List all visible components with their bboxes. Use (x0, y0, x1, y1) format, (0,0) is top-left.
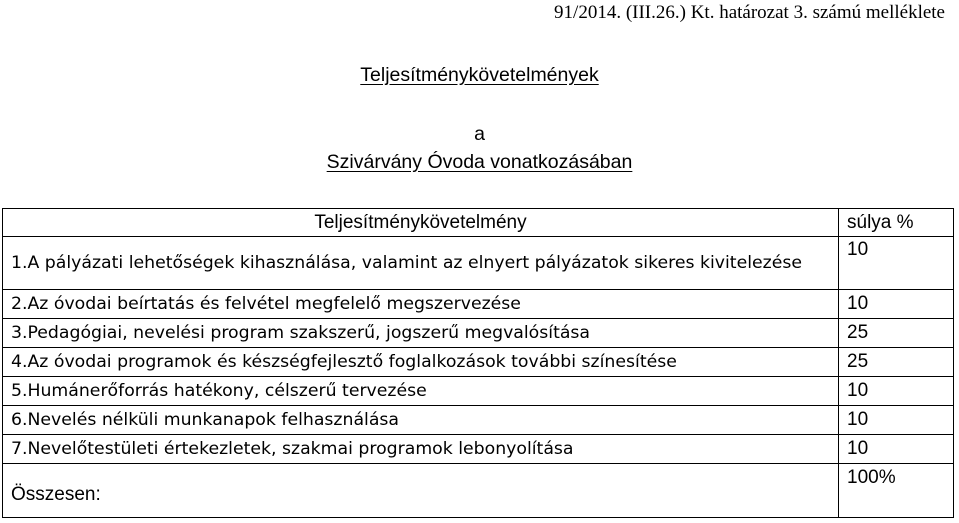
column-header-weight: súlya % (839, 209, 954, 237)
title-connector: a (474, 123, 485, 145)
requirement-weight: 10 (839, 377, 954, 406)
table-row (3, 290, 954, 319)
requirement-weight: 25 (839, 319, 954, 348)
document-title (0, 64, 959, 87)
requirement-text: 2.Az óvodai beírtatás és felvétel megfelelő megszervezése (3, 290, 839, 319)
document-reference: 91/2014. (III.26.) Kt. határozat 3. számú melléklete (554, 2, 945, 23)
table-row (3, 406, 954, 435)
requirement-text: 7.Nevelőtestületi értekezletek, szakmai programok lebonyolítása (3, 435, 839, 464)
requirement-weight: 25 (839, 348, 954, 377)
total-label: Összesen: (3, 464, 839, 518)
requirement-text: 1.A pályázati lehetőségek kihasználása, valamint az elnyert pályázatok sikeres kivitelezése (3, 237, 839, 290)
document-title-text: Teljesítménykövetelmények (360, 64, 599, 86)
document-subtitle-text: Szivárvány Óvoda vonatkozásában (326, 151, 633, 173)
requirement-weight: 10 (839, 237, 954, 290)
requirement-weight: 10 (839, 435, 954, 464)
total-value: 100% (839, 464, 954, 518)
requirement-text: 3.Pedagógiai, nevelési program szakszerű, jogszerű megvalósítása (3, 319, 839, 348)
table-row (3, 319, 954, 348)
column-header-requirement: Teljesítménykövetelmény (3, 209, 839, 237)
requirement-text: 5.Humánerőforrás hatékony, célszerű tervezése (3, 377, 839, 406)
table-row (3, 377, 954, 406)
table-row (3, 237, 954, 290)
table-header-row (3, 209, 954, 237)
requirement-text: 4.Az óvodai programok és készségfejlesztő foglalkozások további színesítése (3, 348, 839, 377)
requirements-table (2, 208, 954, 518)
table-row (3, 435, 954, 464)
table-row (3, 348, 954, 377)
document-subtitle (0, 151, 959, 174)
table-total-row (3, 464, 954, 518)
requirement-text: 6.Nevelés nélküli munkanapok felhasználása (3, 406, 839, 435)
requirement-weight: 10 (839, 290, 954, 319)
requirement-weight: 10 (839, 406, 954, 435)
